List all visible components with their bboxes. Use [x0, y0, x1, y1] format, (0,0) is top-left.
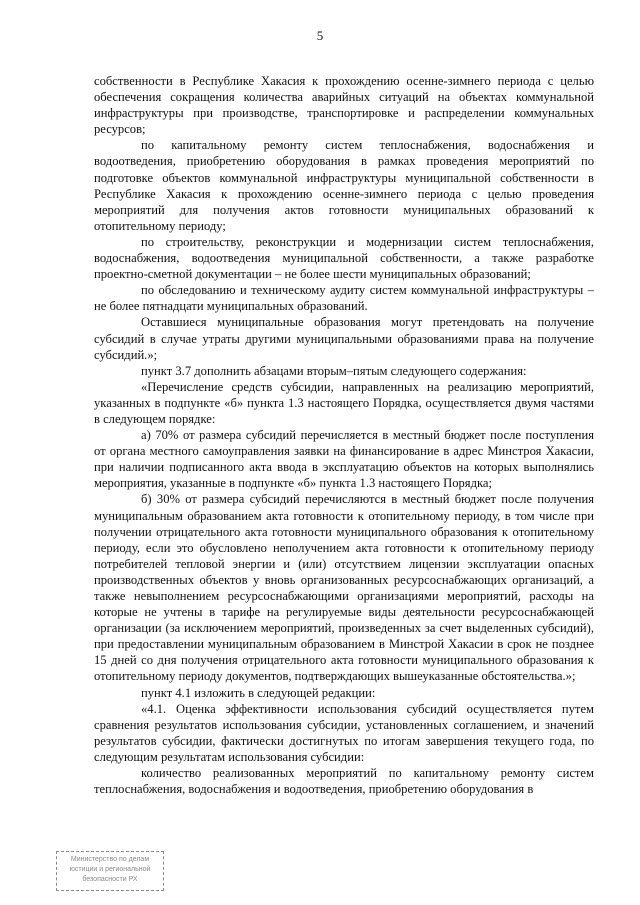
page-number: 5 — [316, 28, 324, 43]
paragraph: «4.1. Оценка эффективности использования субсидий осуществляется путем сравнения результатов использования субсидии, установленных соглашением, и значений результатов субсидии, фактически достигнутых по итогам завершения текущего года, по следующим результатам использования субсидии: — [94, 701, 594, 764]
stamp-line: безопасности РХ — [82, 876, 138, 883]
stamp-line: Министерство по делам — [70, 856, 150, 863]
paragraph: а) 70% от размера субсидий перечисляется в местный бюджет после поступления от органа местного самоуправления заявки на финансирование в адрес Минстроя Хакасии, при наличии подписанного акта ввода в эксплуатацию объектов на которых выполнялись мероприятия, указанные в подпункте «б» пункта 1.3 настоящего Порядка; — [94, 428, 594, 491]
paragraph: Оставшиеся муниципальные образования могут претендовать на получение субсидий в случае утраты другими муниципальными образованиями права на получение субсидий.»; — [94, 315, 594, 362]
registration-stamp — [56, 851, 164, 891]
paragraph: по обследованию и техническому аудиту систем коммунальной инфраструктуры – не более пятнадцати муниципальных образований. — [94, 283, 594, 314]
paragraph: пункт 3.7 дополнить абзацами вторым–пятым следующего содержания: — [141, 363, 527, 378]
paragraph: б) 30% от размера субсидий перечисляются в местный бюджет после получения муниципальным образованием акта готовности к отопительному периоду, в том числе при получении отрицательного акта готовности муниципального образования к отопительному периоду, если это обусловлено неполучением акта готовности к отопительному периоду потребителей тепловой энергии и (или) отсутствием лицензии эксплуатации опасных производственных объектов у вновь организованных ресурсоснабжающих организаций, а также невыполнением ресурсоснабжающими организациями мероприятий, расходы на которые не учтены в тарифе на регулируемые виды деятельности ресурсоснабжающей организации (за исключением мероприятий, произведенных за счет выделенных субсидий), при предоставлении муниципальным образованием в Минстрой Хакасии в срок не позднее 15 дней со дня получения отрицательного акта готовности муниципального образования к отопительному периоду документов, подтверждающих вышеуказанные обстоятельства.»; — [94, 492, 594, 684]
paragraph: по строительству, реконструкции и модернизации систем теплоснабжения, водоснабжения, водоотведения муниципальной собственности, а также разработке проектно-сметной документации – не более шести муниципальных образований; — [94, 234, 594, 282]
paragraph: количество реализованных мероприятий по капитальному ремонту систем теплоснабжения, водоснабжения и водоотведения, приобретению оборудования в — [94, 766, 594, 797]
document-body — [94, 73, 594, 797]
paragraph: по капитальному ремонту систем теплоснабжения, водоснабжения и водоотведения, приобретению оборудования в рамках проведения мероприятий по подготовке объектов коммунальной инфраструктуры муниципальной собственности в Республике Хакасия к прохождению осенне-зимнего периода с целью проведения мероприятий для получения актов готовности муниципальных образований к отопительному периоду; — [94, 138, 594, 233]
stamp-line: юстиции и региональной — [69, 866, 151, 873]
paragraph: собственности в Республике Хакасия к прохождению осенне-зимнего периода с целью обеспечения сокращения количества аварийных ситуаций на объектах коммунальной инфраструктуры при производстве, транспортировке и распределении коммунальных ресурсов; — [94, 74, 594, 137]
paragraph: «Перечисление средств субсидии, направленных на реализацию мероприятий, указанных в подпункте «б» пункта 1.3 настоящего Порядка, осуществляется двумя частями в следующем порядке: — [94, 379, 594, 426]
paragraph: пункт 4.1 изложить в следующей редакции: — [141, 685, 376, 700]
